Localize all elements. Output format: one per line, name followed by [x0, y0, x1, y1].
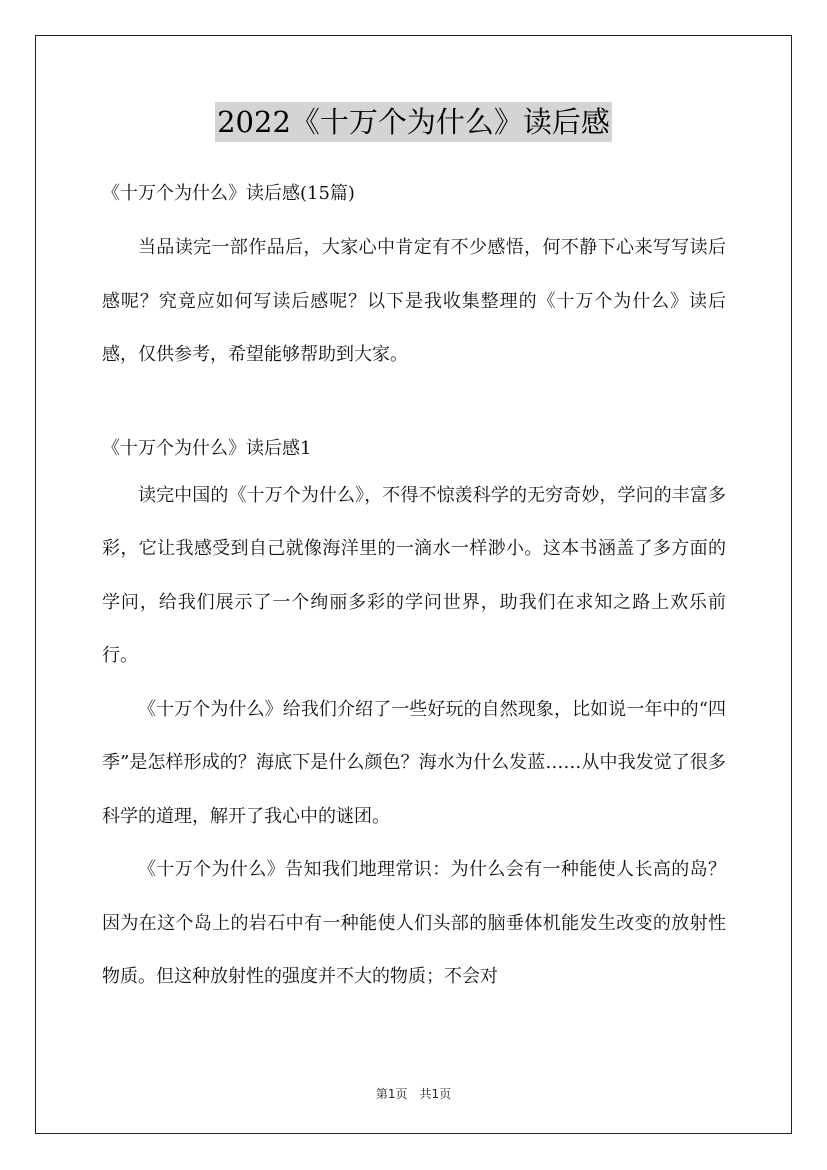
page-number: 第1页: [375, 1087, 408, 1101]
page-total: 共1页: [419, 1087, 452, 1101]
document-subtitle: 《十万个为什么》读后感(15篇): [102, 183, 355, 204]
body-paragraph: 《十万个为什么》给我们介绍了一些好玩的自然现象，比如说一年中的“四季”是怎样形成的？海底下是什么颜色？海水为什么发蓝……从中我发觉了很多科学的道理，解开了我心中的谜团。: [102, 698, 726, 827]
body-paragraph: 读完中国的《十万个为什么》，不得不惊羡科学的无穷奇妙，学问的丰富多彩，它让我感受到自己就像海洋里的一滴水一样渺小。这本书涵盖了多方面的学问，给我们展示了一个绚丽多彩的学问世界，助我们在求知之路上欢乐前行。: [102, 484, 726, 666]
intro-paragraph: 当品读完一部作品后，大家心中肯定有不少感悟，何不静下心来写写读后感呢？究竟应如何写读后感呢？以下是我收集整理的《十万个为什么》读后感，仅供参考，希望能够帮助到大家。: [102, 237, 726, 365]
document-title: 2022《十万个为什么》读后感: [215, 102, 612, 142]
section-heading: 《十万个为什么》读后感1: [102, 437, 312, 459]
document-body: [102, 174, 726, 1004]
body-paragraph: 《十万个为什么》告知我们地理常识：为什么会有一种能使人长高的岛？因为在这个岛上的岩石中有一种能使人们头部的脑垂体机能发生改变的放射性物质。但这种放射性的强度并不大的物质；不会对: [102, 859, 726, 987]
title-container: [0, 102, 827, 142]
page-footer: [0, 1085, 827, 1102]
